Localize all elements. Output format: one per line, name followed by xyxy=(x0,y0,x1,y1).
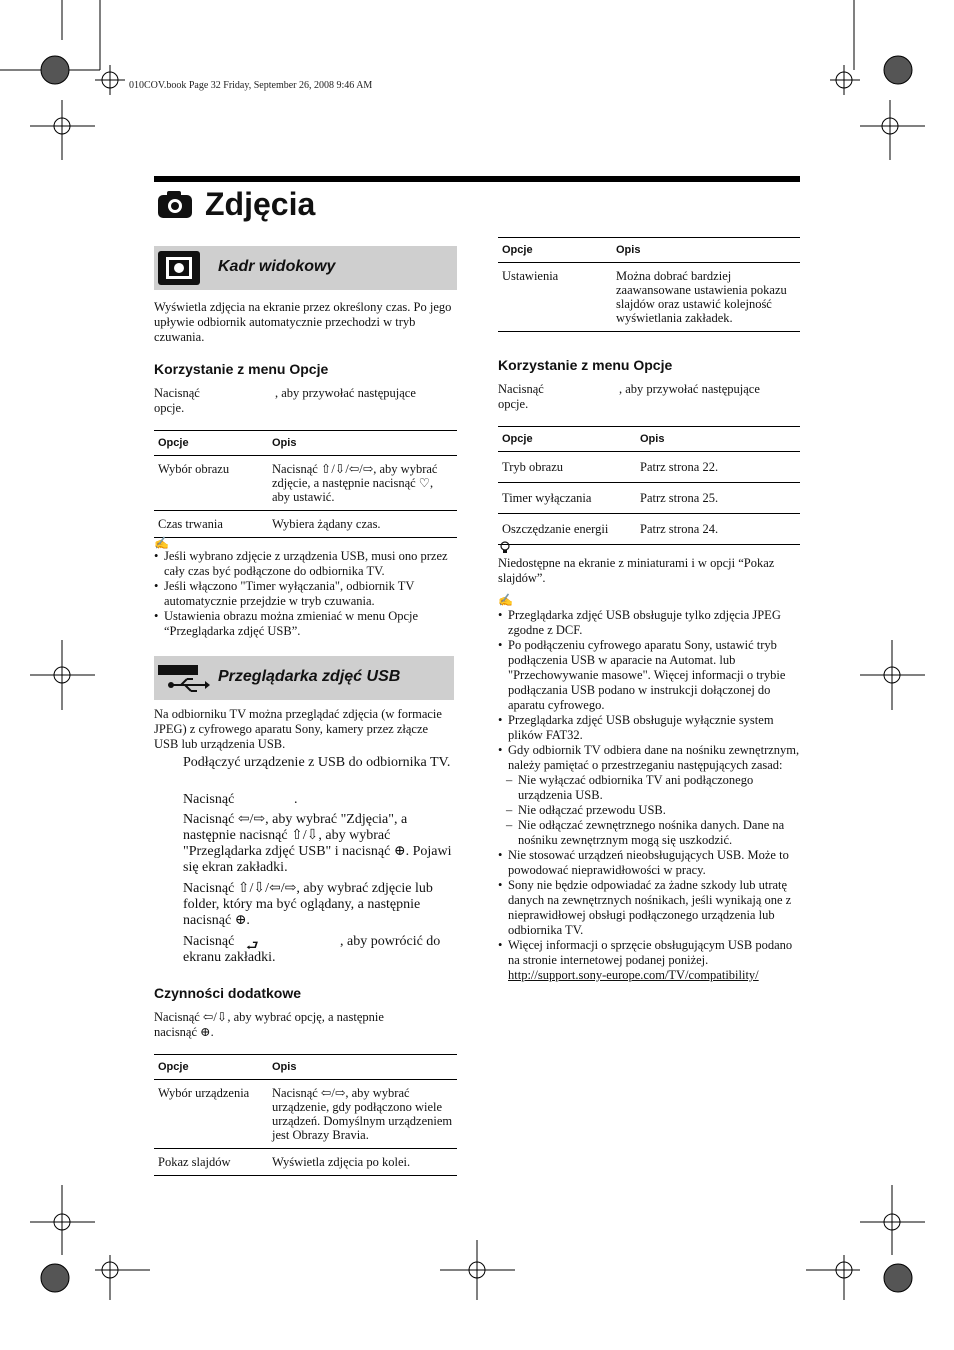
support-link[interactable]: http://support.sony-europe.com/TV/compatibility/ xyxy=(508,968,759,982)
col-header: Opis xyxy=(612,238,800,263)
notes-list-2 xyxy=(498,848,803,968)
list-item: • Gdy odbiornik TV odbiera dane na nośniku zewnętrznym, należy pamiętać o przestrzeganiu następujących zasad: xyxy=(498,743,803,773)
step-2-a xyxy=(183,792,234,808)
cell: Timer wyłączania xyxy=(498,483,636,514)
press-text-3: opcje. xyxy=(154,401,185,415)
press-text: Nacisnąć xyxy=(154,386,200,400)
list-item: – Nie odłączać zewnętrznego nośnika danych. Dane na nośniku zewnętrznym mogą się uszkodzić. xyxy=(506,818,803,848)
step-5-c xyxy=(183,950,276,966)
book-header: 010COV.book Page 32 Friday, September 26, 2008 9:46 AM xyxy=(129,80,373,91)
cell: Czas trwania xyxy=(154,511,268,538)
photo-frame-icon xyxy=(157,250,201,286)
cell: Patrz strona 22. xyxy=(636,452,800,483)
settings-table xyxy=(498,237,800,332)
cell: Tryb obrazu xyxy=(498,452,636,483)
cell: Patrz strona 25. xyxy=(636,483,800,514)
pencil-note-icon: ✍ xyxy=(154,536,169,550)
table-row xyxy=(154,511,457,538)
list-item: – Nie odłączać przewodu USB. xyxy=(506,803,803,818)
press-text-3: opcje. xyxy=(498,397,529,411)
step-5-cont: , aby powrócić do xyxy=(340,934,441,949)
title-rule xyxy=(154,176,800,182)
step-5-b xyxy=(340,934,440,950)
notes-list xyxy=(498,608,803,773)
step-2-end: . xyxy=(294,792,298,807)
press-text-2: , aby przywołać następujące xyxy=(619,382,760,396)
extra-options-table xyxy=(154,1054,457,1176)
list-item: • Ustawienia obrazu można zmieniać w menu Opcje “Przeglądarka zdjęć USB”. xyxy=(154,609,459,639)
step-4-text: Nacisnąć ⇧/⇩/⇦/⇨, aby wybrać zdjęcie lub folder, który ma być oglądany, a następnie nacisnąć ⊕. xyxy=(183,881,433,928)
cell: Ustawienia xyxy=(498,263,612,332)
usb-icon xyxy=(157,661,211,697)
step-3 xyxy=(183,812,455,876)
cell: Można dobrać bardziej zaawansowane ustawienia pokazu slajdów oraz ustawić kolejność wyświetlania zakładek. xyxy=(612,263,800,332)
cell: Wyświetla zdjęcia po kolei. xyxy=(268,1149,457,1176)
col-header: Opis xyxy=(268,431,457,456)
cell: Pokaz slajdów xyxy=(154,1149,268,1176)
cell: Oszczędzanie energii xyxy=(498,514,636,545)
section-intro: Wyświetla zdjęcia na ekranie przez określony czas. Po jego upływie odbiornik automatycznie przechodzi w tryb czuwania. xyxy=(154,300,452,344)
col-header: Opis xyxy=(636,427,800,452)
step-1: Podłączyć urządzenie z USB do odbiornika TV. xyxy=(183,755,451,770)
list-item: • Nie stosować urządzeń nieobsługujących USB. Może to powodować nieprawidłowości w pracy. xyxy=(498,848,803,878)
table-row xyxy=(498,483,800,514)
table-row xyxy=(154,456,457,511)
notes-block xyxy=(498,608,803,983)
camera-icon xyxy=(157,189,193,219)
hint-text: Niedostępne na ekranie z miniaturami i w opcji “Pokaz slajdów”. xyxy=(498,556,775,585)
list-item: • Więcej informacji o sprzęcie obsługującym USB podano na stronie internetowej podanej poniżej. xyxy=(498,938,803,968)
table-row xyxy=(154,1149,457,1176)
col-header: Opis xyxy=(268,1055,457,1080)
cell: Wybór urządzenia xyxy=(154,1080,268,1149)
subheading: Czynności dodatkowe xyxy=(154,985,302,1001)
cell: Wybiera żądany czas. xyxy=(268,511,457,538)
table-row xyxy=(154,1080,457,1149)
press-text: Nacisnąć xyxy=(498,382,544,396)
cell: Wybór obrazu xyxy=(154,456,268,511)
cell: Patrz strona 24. xyxy=(636,514,800,545)
subheading: Korzystanie z menu Opcje xyxy=(154,361,329,377)
pencil-note-icon: ✍ xyxy=(498,593,513,607)
picture-options-table xyxy=(498,426,800,545)
table-row xyxy=(498,514,800,545)
rules-list xyxy=(498,773,803,848)
step-5-end: ekranu zakładki. xyxy=(183,950,276,965)
list-item: • Jeśli włączono "Timer wyłączania", odbiornik TV automatycznie przejdzie w tryb czuwania. xyxy=(154,579,459,609)
extra-text: Nacisnąć ⇦/⇩, aby wybrać opcję, a następnie nacisnąć ⊕. xyxy=(154,1010,384,1039)
cell: Nacisnąć ⇧/⇩/⇦/⇨, aby wybrać zdjęcie, a następnie nacisnąć ♡, aby ustawić. xyxy=(268,456,457,511)
options-table xyxy=(154,430,457,538)
subheading: Korzystanie z menu Opcje xyxy=(498,357,673,373)
return-icon: ⮐ xyxy=(246,939,259,954)
list-item: • Sony nie będzie odpowiadać za żadne szkody lub utratę danych na zewnętrznych nośnikach, jeśli wynikają one z nieprawidłowej obsługi podłączonego urządzenia lub odbiornika TV. xyxy=(498,878,803,938)
cell: Nacisnąć ⇦/⇨, aby wybrać urządzenie, gdy podłączono wiele urządzeń. Domyślnym urządzeniem jest Obrazy Bravia. xyxy=(268,1080,457,1149)
section-intro: Na odbiorniku TV można przeglądać zdjęcia (w formacie JPEG) z cyfrowego aparatu Sony, kamery przez złącze USB lub urządzenia USB. xyxy=(154,707,442,751)
col-header: Opcje xyxy=(498,238,612,263)
table-row xyxy=(498,263,800,332)
step-2-b xyxy=(294,792,298,808)
step-5-a xyxy=(183,934,234,950)
list-item: • Przeglądarka zdjęć USB obsługuje tylko zdjęcia JPEG zgodne z DCF. xyxy=(498,608,803,638)
lightbulb-icon xyxy=(499,540,511,554)
list-item: – Nie wyłączać odbiornika TV ani podłączonego urządzenia USB. xyxy=(506,773,803,803)
step-5-text: Nacisnąć xyxy=(183,934,235,949)
table-row xyxy=(498,452,800,483)
section-heading: Kadr widokowy xyxy=(218,258,336,275)
list-item: • Jeśli wybrano zdjęcie z urządzenia USB, musi ono przez cały czas być podłączone do odbiornika TV. xyxy=(154,549,459,579)
notes-list xyxy=(154,549,459,639)
step-2-text: Nacisnąć xyxy=(183,792,235,807)
steps-list xyxy=(183,755,455,771)
step-3-text: Nacisnąć ⇦/⇨, aby wybrać "Zdjęcia", a następnie nacisnąć ⇧/⇩, aby wybrać "Przeglądarka zdjęć USB" i nacisnąć ⊕. Pojawi się ekran zakładki. xyxy=(183,812,452,875)
page-title: Zdjęcia xyxy=(205,186,316,222)
section-kadr-widokowy-band xyxy=(154,246,457,290)
section-heading: Przeglądarka zdjęć USB xyxy=(218,668,401,685)
list-item: • Po podłączeniu cyfrowego aparatu Sony, ustawić tryb podłączenia USB w aparacie na Automat. lub "Przechowywanie masowe". Więcej informacji o trybie podłączania USB podano w instrukcji dołączonej do aparatu cyfrowego. xyxy=(498,638,803,713)
section-usb-band xyxy=(154,656,454,700)
press-text-2: , aby przywołać następujące xyxy=(275,386,416,400)
step-4 xyxy=(183,881,455,929)
col-header: Opcje xyxy=(154,1055,268,1080)
list-item: • Przeglądarka zdjęć USB obsługuje wyłącznie system plików FAT32. xyxy=(498,713,803,743)
col-header: Opcje xyxy=(154,431,268,456)
col-header: Opcje xyxy=(498,427,636,452)
